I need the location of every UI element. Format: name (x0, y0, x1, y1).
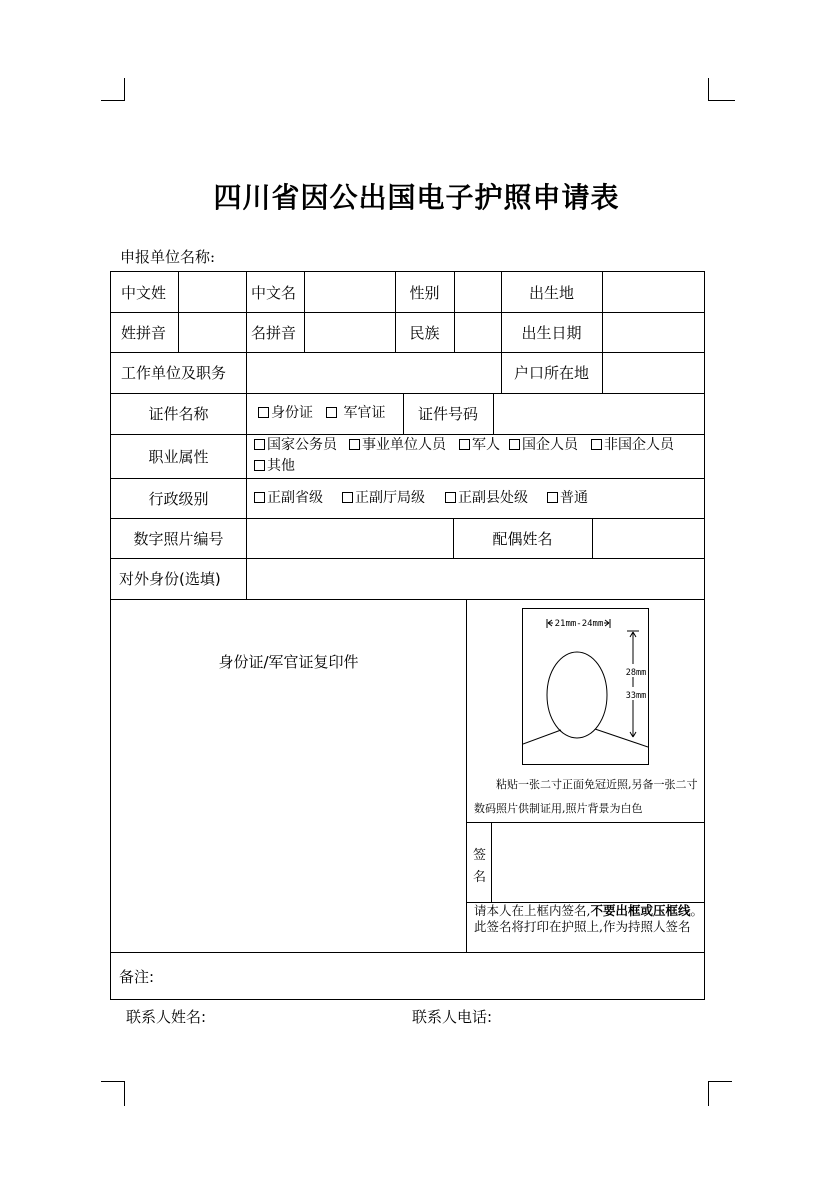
photo-placeholder (522, 608, 649, 765)
page-title: 四川省因公出国电子护照申请表 (213, 181, 620, 214)
admin-level-option-county[interactable]: 正副县处级 (445, 488, 528, 508)
cn-given-name-label: 中文名 (251, 283, 297, 302)
photo-height-bottom-mark: 33mm (625, 691, 647, 701)
contact-phone-label: 联系人电话: (412, 1008, 493, 1026)
photo-height-top-mark: 28mm (625, 668, 647, 678)
ethnicity-label: 民族 (409, 323, 440, 342)
given-name-pinyin-label: 名拼音 (251, 323, 297, 342)
external-identity-label: 对外身份(选填) (119, 570, 221, 588)
photo-instruction-line1: 粘贴一张二寸正面免冠近照,另备一张二寸 (496, 778, 698, 791)
admin-level-option-ordinary[interactable]: 普通 (547, 488, 588, 508)
signature-box[interactable] (492, 823, 704, 902)
id-type-option-military-card[interactable]: 军官证 (326, 403, 385, 423)
id-type-option-id-card[interactable]: 身份证 (258, 403, 313, 423)
checkbox-icon (326, 407, 337, 418)
work-unit-position-label: 工作单位及职务 (121, 364, 227, 382)
admin-level-option-provincial[interactable]: 正副省级 (254, 488, 323, 508)
occupation-option-military[interactable]: 军人 (459, 435, 500, 455)
portrait-outline-icon (523, 609, 648, 764)
checkbox-icon (547, 492, 558, 503)
checkbox-icon (254, 460, 265, 471)
checkbox-icon (254, 439, 265, 450)
birthplace-label: 出生地 (528, 283, 574, 302)
surname-pinyin-label: 姓拼音 (121, 323, 167, 342)
unit-name-label: 申报单位名称: (120, 248, 216, 266)
occupation-option-civil-servant[interactable]: 国家公务员 (254, 435, 337, 455)
photo-number-label: 数字照片编号 (133, 529, 224, 548)
id-type-label: 证件名称 (148, 405, 209, 423)
occupation-option-other[interactable]: 其他 (254, 456, 295, 476)
checkbox-icon (342, 492, 353, 503)
admin-level-option-bureau[interactable]: 正副厅局级 (342, 488, 425, 508)
household-registration-label: 户口所在地 (513, 364, 589, 382)
occupation-option-non-soe[interactable]: 非国企人员 (591, 435, 674, 455)
signature-note: 请本人在上框内签名,不要出框或压框线。此签名将打印在护照上,作为持照人签名 (474, 903, 704, 934)
remarks-label: 备注: (119, 967, 155, 986)
occupation-option-public-institution[interactable]: 事业单位人员 (349, 435, 446, 455)
cn-surname-label: 中文姓 (121, 283, 167, 302)
contact-name-label: 联系人姓名: (126, 1008, 207, 1026)
signature-label-char1: 签 (473, 848, 487, 863)
signature-label-char2: 名 (473, 870, 487, 885)
id-number-label: 证件号码 (417, 405, 478, 423)
checkbox-icon (258, 407, 269, 418)
occupation-option-soe[interactable]: 国企人员 (509, 435, 578, 455)
occupation-label: 职业属性 (148, 447, 209, 466)
id-copy-label: 身份证/军官证复印件 (218, 652, 359, 671)
checkbox-icon (509, 439, 520, 450)
photo-instruction-line2: 数码照片供制证用,照片背景为白色 (474, 802, 643, 815)
birth-date-label: 出生日期 (521, 323, 582, 342)
application-form (110, 271, 705, 1000)
photo-width-mark: 21mm-24mm (554, 619, 604, 629)
checkbox-icon (459, 439, 470, 450)
checkbox-icon (445, 492, 456, 503)
checkbox-icon (591, 439, 602, 450)
checkbox-icon (254, 492, 265, 503)
checkbox-icon (349, 439, 360, 450)
spouse-name-label: 配偶姓名 (492, 529, 553, 548)
gender-label: 性别 (409, 283, 440, 302)
admin-level-label: 行政级别 (148, 489, 209, 508)
